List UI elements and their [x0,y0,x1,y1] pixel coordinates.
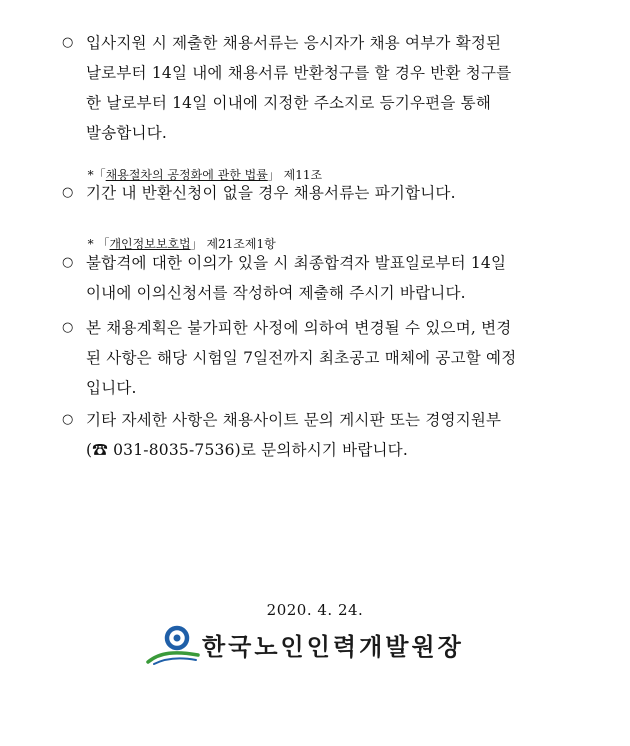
circle-bullet-icon: ○ [62,412,74,427]
note-prefix: * 「 [87,237,110,251]
notice-item-contact [62,405,572,465]
announcement-date: 2020. 4. 24. [266,601,364,619]
law-name: 개인정보보호법 [109,237,191,251]
notice-item-objection [62,248,572,308]
note-suffix: 」 제21조제1항 [190,237,276,251]
notice-text: 기타 자세한 사항은 채용사이트 문의 게시판 또는 경영지원부 (☎ 031-8035-7536)로 문의하시기 바랍니다. [86,411,502,459]
notice-text: 불합격에 대한 이의가 있을 시 최종합격자 발표일로부터 14일 이내에 이의신청서를 작성하여 제출해 주시기 바랍니다. [86,254,507,302]
circle-bullet-icon: ○ [62,255,74,270]
circle-bullet-icon: ○ [62,320,74,335]
notice-item-disposal [62,178,572,208]
notice-item-plan-change [62,313,572,403]
notice-text: 기간 내 반환신청이 없을 경우 채용서류는 파기합니다. [86,184,456,202]
organization-signature [146,622,464,666]
circle-bullet-icon: ○ [62,35,74,50]
notice-text: 입사지원 시 제출한 채용서류는 응시자가 채용 여부가 확정된 날로부터 14일 내에 채용서류 반환청구를 할 경우 반환 청구를 한 날로부터 14일 이내에 지정한 주소지로 등기우편을 통해 발송합니다. [86,34,512,142]
note-prefix: *「 [87,168,106,182]
note-suffix: 」 제11조 [267,168,323,182]
law-name: 채용절차의 공정화에 관한 법률 [105,168,268,182]
organization-name: 한국노인인력개발원장 [202,632,464,661]
organization-logo-icon [146,622,200,666]
notice-item-return-documents [62,28,572,148]
notice-text: 본 채용계획은 불가피한 사정에 의하여 변경될 수 있으며, 변경 된 사항은 해당 시험일 7일전까지 최초공고 매체에 공고할 예정 입니다. [86,319,517,397]
circle-bullet-icon: ○ [62,185,74,200]
